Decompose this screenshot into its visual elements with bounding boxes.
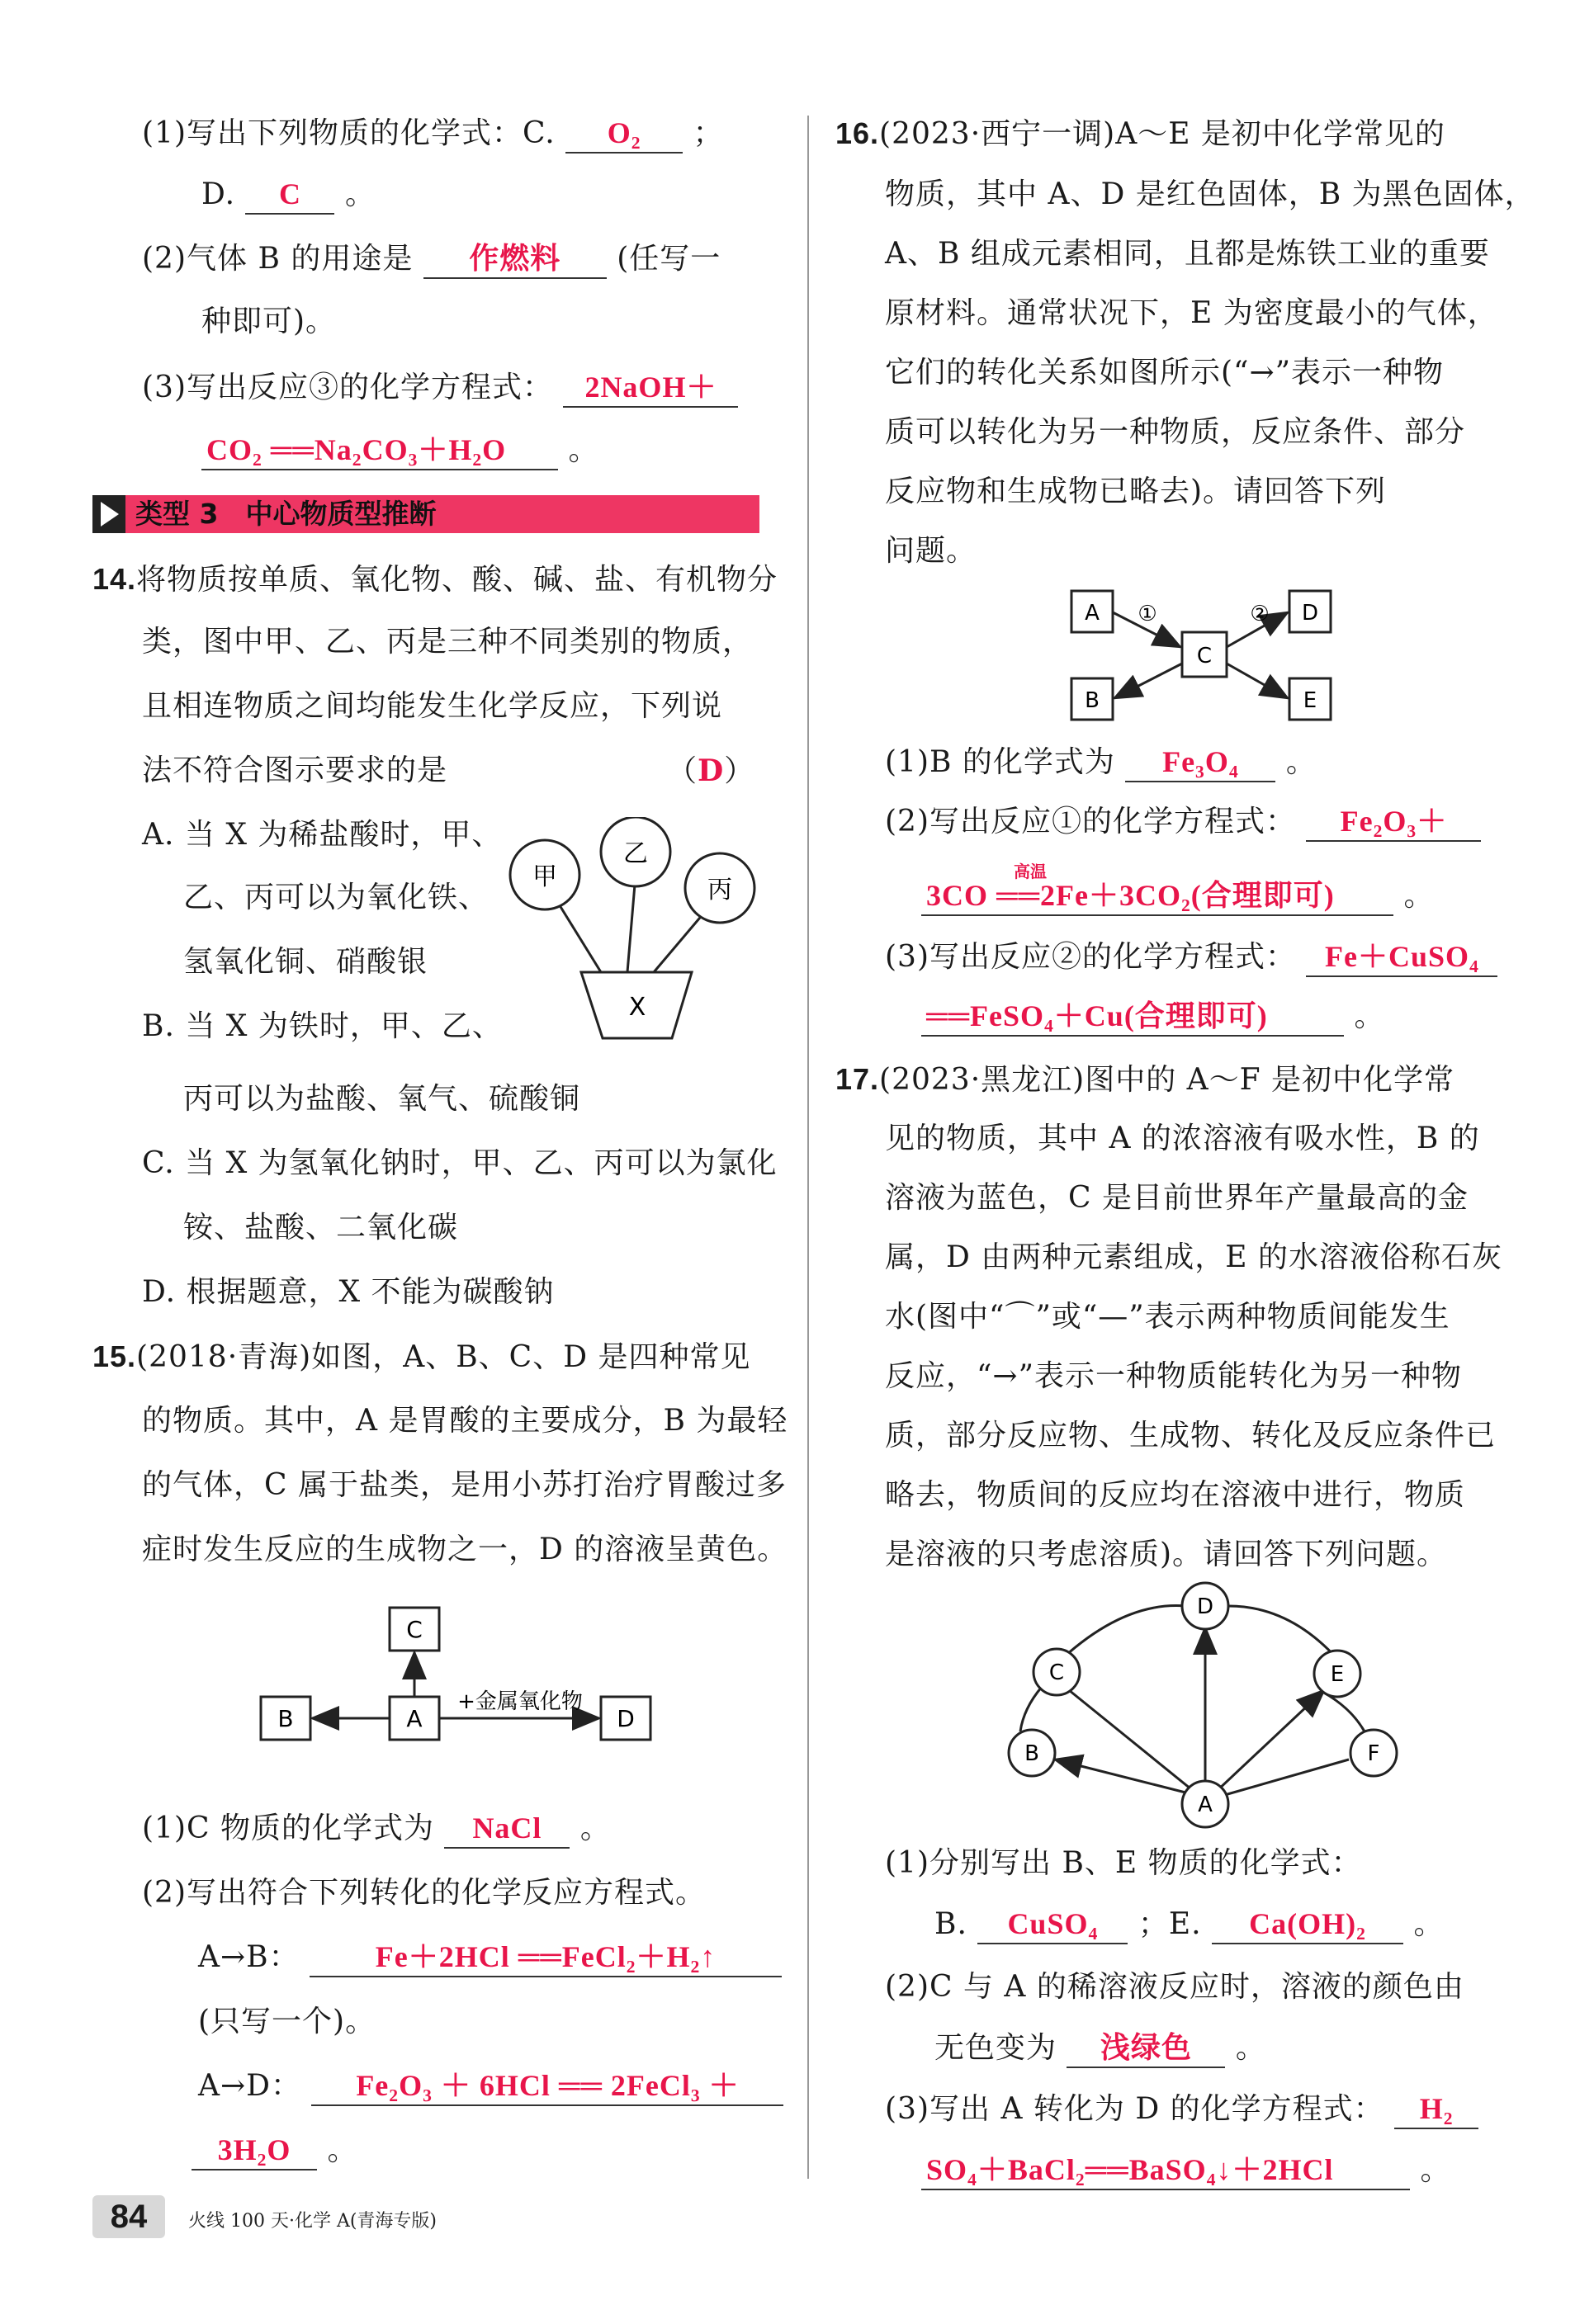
label-a: A bbox=[406, 1705, 423, 1732]
q15-part1: (1)C 物质的化学式为 NaCl 。 bbox=[142, 1807, 611, 1850]
q14-answer-bracket: （D） bbox=[667, 753, 755, 788]
answer-cuso4: CuSO₄ bbox=[977, 1905, 1128, 1944]
q14-line1: 14.将物质按单质、氧化物、酸、碱、盐、有机物分 bbox=[92, 562, 778, 597]
q16-part2-cont: 3CO ══2Fe＋3CO₂(合理即可) 。 bbox=[921, 875, 1434, 918]
q16-line6: 质可以转化为另一种物质，反应条件、部分 bbox=[885, 415, 1466, 449]
label-bing: 丙 bbox=[707, 876, 732, 905]
label-r1: ① bbox=[1138, 602, 1157, 626]
q16-line7: 反应物和生成物已略去)。请回答下列 bbox=[885, 475, 1387, 508]
q14-option-a2: 乙、丙可以为氧化铁、 bbox=[183, 881, 490, 914]
q14-option-c1: C. 当 X 为氢氧化钠时，甲、乙、丙可以为氯化 bbox=[142, 1146, 778, 1180]
q17-part3: (3)写出 A 转化为 D 的化学方程式： H₂ bbox=[885, 2088, 1478, 2131]
q16-line4: 原材料。通常状况下，E 为密度最小的气体， bbox=[885, 296, 1498, 330]
q17-line9: 是溶液的只考虑溶质)。请回答下列问题。 bbox=[885, 1538, 1448, 1571]
answer-nacl: NaCl bbox=[444, 1809, 570, 1849]
q17-line5: 水(图中“⌒”或“—”表示两种物质间能发生 bbox=[885, 1300, 1450, 1334]
q16-diagram bbox=[1065, 578, 1346, 735]
q15-diagram bbox=[248, 1601, 677, 1741]
answer-eq1b: 3CO ══2Fe＋3CO₂(合理即可) bbox=[921, 876, 1393, 916]
q17-line7: 质，部分反应物、生成物、转化及反应条件已 bbox=[885, 1419, 1497, 1452]
q16-line2: 物质，其中 A、D 是红色固体，B 为黑色固体， bbox=[885, 177, 1535, 211]
q14-line2: 类，图中甲、乙、丙是三种不同类别的物质， bbox=[142, 625, 754, 659]
q15-part2-ab: A→B： Fe＋2HCl ══FeCl₂＋H₂↑ bbox=[198, 1936, 782, 1979]
page-number: 84 bbox=[92, 2195, 165, 2238]
label-c: C bbox=[1048, 1660, 1065, 1685]
q17-line3: 溶液为蓝色，C 是目前世界年产量最高的金 bbox=[885, 1181, 1469, 1215]
q15-part2: (2)写出符合下列转化的化学反应方程式。 bbox=[142, 1876, 706, 1910]
answer-c: O₂ bbox=[565, 114, 683, 154]
label-c: C bbox=[406, 1616, 423, 1643]
q13-part2: (2)气体 B 的用途是 作燃料 (任写一 bbox=[142, 238, 721, 281]
answer-fe3o4: Fe₃O₄ bbox=[1125, 743, 1275, 782]
play-icon bbox=[92, 495, 125, 533]
answer-caoh2: Ca(OH)₂ bbox=[1212, 1905, 1403, 1944]
label-e: E bbox=[1330, 1662, 1345, 1687]
q17-line4: 属，D 由两种元素组成，E 的水溶液俗称石灰 bbox=[885, 1240, 1503, 1274]
q15-part2-ad-cont: 3H₂O 。 bbox=[192, 2129, 357, 2172]
q13-part2-cont: 种即可)。 bbox=[201, 305, 337, 338]
q14-diagram bbox=[495, 817, 792, 1056]
q14-line3: 且相连物质之间均能发生化学反应，下列说 bbox=[142, 689, 723, 723]
label-b: B bbox=[1024, 1741, 1039, 1766]
label-d: D bbox=[1196, 1594, 1214, 1619]
answer-eq2b: ══FeSO₄＋Cu(合理即可) bbox=[921, 997, 1344, 1037]
q17-line8: 略去，物质间的反应均在溶液中进行，物质 bbox=[885, 1478, 1466, 1512]
answer-eq-ab: Fe＋2HCl ══FeCl₂＋H₂↑ bbox=[310, 1938, 782, 1977]
label-a: A bbox=[1085, 601, 1100, 626]
label-c: C bbox=[1196, 644, 1213, 668]
condition-high-temp: 高温 bbox=[1014, 862, 1047, 881]
footer-title: 火线 100 天·化学 A(青海专版) bbox=[188, 2211, 438, 2232]
q17-part2: (2)C 与 A 的稀溶液反应时，溶液的颜色由 bbox=[885, 1970, 1464, 2004]
q15-line3: 的气体，C 属于盐类，是用小苏打治疗胃酸过多 bbox=[142, 1468, 787, 1502]
q17-part3-cont: SO₄＋BaCl₂══BaSO₄↓＋2HCl 。 bbox=[921, 2149, 1450, 2192]
q13-part3-cont: CO₂ ══Na₂CO₃＋H₂O 。 bbox=[201, 429, 598, 472]
q17-part1-answers: B. CuSO₄ ；E. Ca(OH)₂ 。 bbox=[934, 1903, 1444, 1946]
answer-eq1a: Fe₂O₃＋ bbox=[1306, 802, 1481, 842]
answer-eq-ad-cont: 3H₂O bbox=[192, 2131, 317, 2170]
q16-part2: (2)写出反应①的化学方程式： Fe₂O₃＋ bbox=[885, 801, 1481, 843]
q16-line8: 问题。 bbox=[885, 534, 977, 568]
banner-title: 类型 3 中心物质型推断 bbox=[135, 498, 437, 530]
q17-line6: 反应，“→”表示一种物质能转化为另一种物 bbox=[885, 1359, 1462, 1393]
q16-line5: 它们的转化关系如图所示(“→”表示一种物 bbox=[885, 356, 1445, 390]
answer-color: 浅绿色 bbox=[1067, 2029, 1225, 2068]
q15-part2-note: (只写一个)。 bbox=[198, 2005, 376, 2038]
label-r2: ② bbox=[1250, 602, 1270, 626]
answer-eq3a: 2NaOH＋ bbox=[563, 368, 738, 408]
q14-option-a1: A. 当 X 为稀盐酸时，甲、 bbox=[142, 818, 503, 852]
q15-line4: 症时发生反应的生成物之一，D 的溶液呈黄色。 bbox=[142, 1533, 788, 1566]
label-d: D bbox=[617, 1705, 635, 1732]
q14-option-b1: B. 当 X 为铁时，甲、乙、 bbox=[142, 1009, 503, 1043]
q14-option-d: D. 根据题意，X 不能为碳酸钠 bbox=[142, 1275, 555, 1309]
q14-answer: D bbox=[698, 753, 725, 788]
q15-line2: 的物质。其中，A 是胃酸的主要成分，B 为最轻 bbox=[142, 1404, 788, 1438]
label-b: B bbox=[1085, 688, 1100, 713]
label-e: E bbox=[1303, 688, 1317, 713]
q13-part1: (1)写出下列物质的化学式：C. O₂ ； bbox=[142, 112, 724, 155]
answer-eq3b: CO₂ ══Na₂CO₃＋H₂O bbox=[201, 431, 558, 470]
answer-eq3b: SO₄＋BaCl₂══BaSO₄↓＋2HCl bbox=[921, 2151, 1410, 2190]
label-a: A bbox=[1198, 1793, 1213, 1817]
label-f: F bbox=[1367, 1741, 1380, 1766]
answer-eq2a: Fe＋CuSO₄ bbox=[1306, 938, 1497, 977]
q16-line1: 16.(2023·西宁一调)A～E 是初中化学常见的 bbox=[835, 116, 1445, 151]
section-banner bbox=[92, 495, 759, 533]
answer-b-use: 作燃料 bbox=[423, 239, 607, 279]
label-d: D bbox=[1301, 601, 1319, 626]
q17-part1: (1)分别写出 B、E 物质的化学式： bbox=[885, 1846, 1362, 1880]
q16-part3-cont: ══FeSO₄＋Cu(合理即可) 。 bbox=[921, 995, 1384, 1038]
answer-eq3a: H₂ bbox=[1394, 2090, 1478, 2129]
q13-part1-d: D. C 。 bbox=[201, 173, 376, 216]
q15-part2-ad: A→D： Fe₂O₃ ＋ 6HCl ══ 2FeCl₃ ＋ bbox=[198, 2065, 783, 2108]
q13-part3: (3)写出反应③的化学方程式： 2NaOH＋ bbox=[142, 366, 738, 409]
label-b: B bbox=[277, 1705, 294, 1732]
q14-option-a3: 氢氧化铜、硝酸银 bbox=[183, 945, 428, 979]
q17-line2: 见的物质，其中 A 的浓溶液有吸水性，B 的 bbox=[885, 1122, 1480, 1155]
label-x: X bbox=[628, 993, 646, 1022]
answer-eq-ad: Fe₂O₃ ＋ 6HCl ══ 2FeCl₃ ＋ bbox=[311, 2067, 783, 2106]
q16-part1: (1)B 的化学式为 Fe₃O₄ 。 bbox=[885, 741, 1317, 784]
q14-option-b2: 丙可以为盐酸、氧气、硫酸铜 bbox=[183, 1082, 581, 1116]
q17-diagram bbox=[974, 1576, 1420, 1832]
label-metal-oxide: +金属氧化物 bbox=[457, 1689, 583, 1714]
q17-line1: 17.(2023·黑龙江)图中的 A～F 是初中化学常 bbox=[835, 1062, 1455, 1097]
label-yi: 乙 bbox=[623, 839, 648, 868]
label-jia: 甲 bbox=[532, 862, 557, 891]
q14-line4: 法不符合图示要求的是 bbox=[142, 753, 448, 787]
q15-line1: 15.(2018·青海)如图，A、B、C、D 是四种常见 bbox=[92, 1339, 751, 1374]
column-divider bbox=[807, 116, 809, 2179]
q14-option-c2: 铵、盐酸、二氧化碳 bbox=[183, 1211, 459, 1245]
q17-part2-cont: 无色变为 浅绿色 。 bbox=[934, 2027, 1266, 2070]
q16-line3: A、B 组成元素相同，且都是炼铁工业的重要 bbox=[885, 237, 1490, 271]
q16-part3: (3)写出反应②的化学方程式： Fe＋CuSO₄ bbox=[885, 936, 1497, 979]
answer-d: C bbox=[245, 175, 334, 215]
